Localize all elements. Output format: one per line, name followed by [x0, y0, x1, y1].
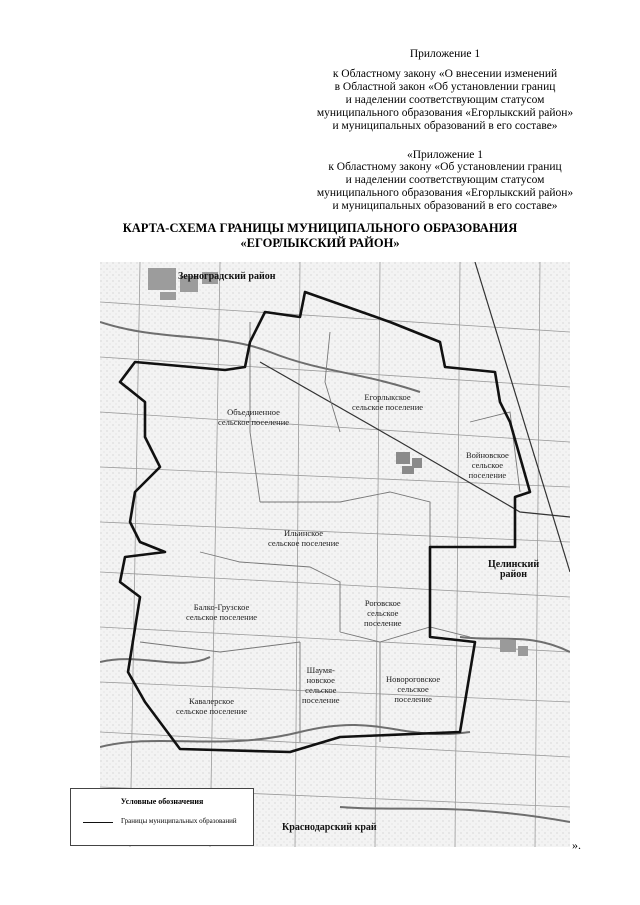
settlement-label-novorogovskoe: Новороговское сельское поселение	[386, 674, 441, 704]
map-background	[100, 262, 570, 847]
settlement-label-kavalerskoe: Кавалерское сельское поселение	[176, 696, 248, 716]
neighbor-south-label: Краснодарский край	[282, 822, 377, 833]
appendix1-line: в Областной закон «Об установлении границ	[334, 81, 556, 93]
map-graphics	[100, 262, 570, 847]
legend-title: Условные обозначения	[120, 797, 204, 806]
settlement-label-obedinennoe: Объединенное сельское поселение	[218, 407, 290, 427]
appendix2-line: муниципального образования «Егорлыкский район»	[316, 187, 574, 199]
district-map	[100, 262, 570, 847]
neighbor-east-label: Целинский район	[488, 559, 540, 580]
settlement-label-ilinskoe: Ильинское сельское поселение	[268, 528, 340, 548]
appendix1-line: и муниципальных образований в его составе»	[332, 120, 558, 132]
appendix1-heading-text: Приложение 1	[409, 48, 481, 60]
appendix1-line: муниципального образования «Егорлыкский район»	[316, 107, 574, 119]
appendix1-heading	[250, 48, 640, 61]
map-legend	[70, 788, 254, 846]
settlement-label-balko-gruzskoe: Балко-Грузское сельское поселение	[186, 602, 258, 622]
appendix2-line: к Областному закону «Об установлении границ	[328, 161, 562, 173]
settlement-label-egorlykskoe: Егорлыкское сельское поселение	[352, 392, 424, 412]
appendix2-line: и муниципальных образований в его составе»	[332, 200, 558, 212]
map-title-line2: «ЕГОРЛЫКСКИЙ РАЙОН»	[240, 236, 400, 250]
appendix2-body	[250, 161, 640, 213]
appendix1-line: к Областному закону «О внесении изменений	[332, 68, 558, 80]
closing-quote: ».	[572, 838, 581, 852]
neighbor-north-label: Зерноградский район	[178, 271, 276, 282]
map-title	[0, 221, 640, 251]
appendix2-heading-text: «Приложение 1	[406, 149, 484, 161]
settlement-label-shaumyanovskoe: Шаумя- новское сельское поселение	[302, 665, 340, 705]
appendix1-body	[250, 68, 640, 133]
settlement-label-voinovskoe: Войновское сельское поселение	[466, 450, 509, 480]
appendix1-line: и наделении соответствующим статусом	[345, 94, 545, 106]
map-title-line1: КАРТА-СХЕМА ГРАНИЦЫ МУНИЦИПАЛЬНОГО ОБРАЗОВАНИЯ	[122, 221, 518, 235]
appendix2-line: и наделении соответствующим статусом	[345, 174, 545, 186]
legend-boundary-label: Границы муниципальных образований	[121, 817, 237, 825]
settlement-label-rogovskoe: Роговское сельское поселение	[364, 598, 402, 628]
legend-boundary-swatch	[83, 822, 113, 823]
